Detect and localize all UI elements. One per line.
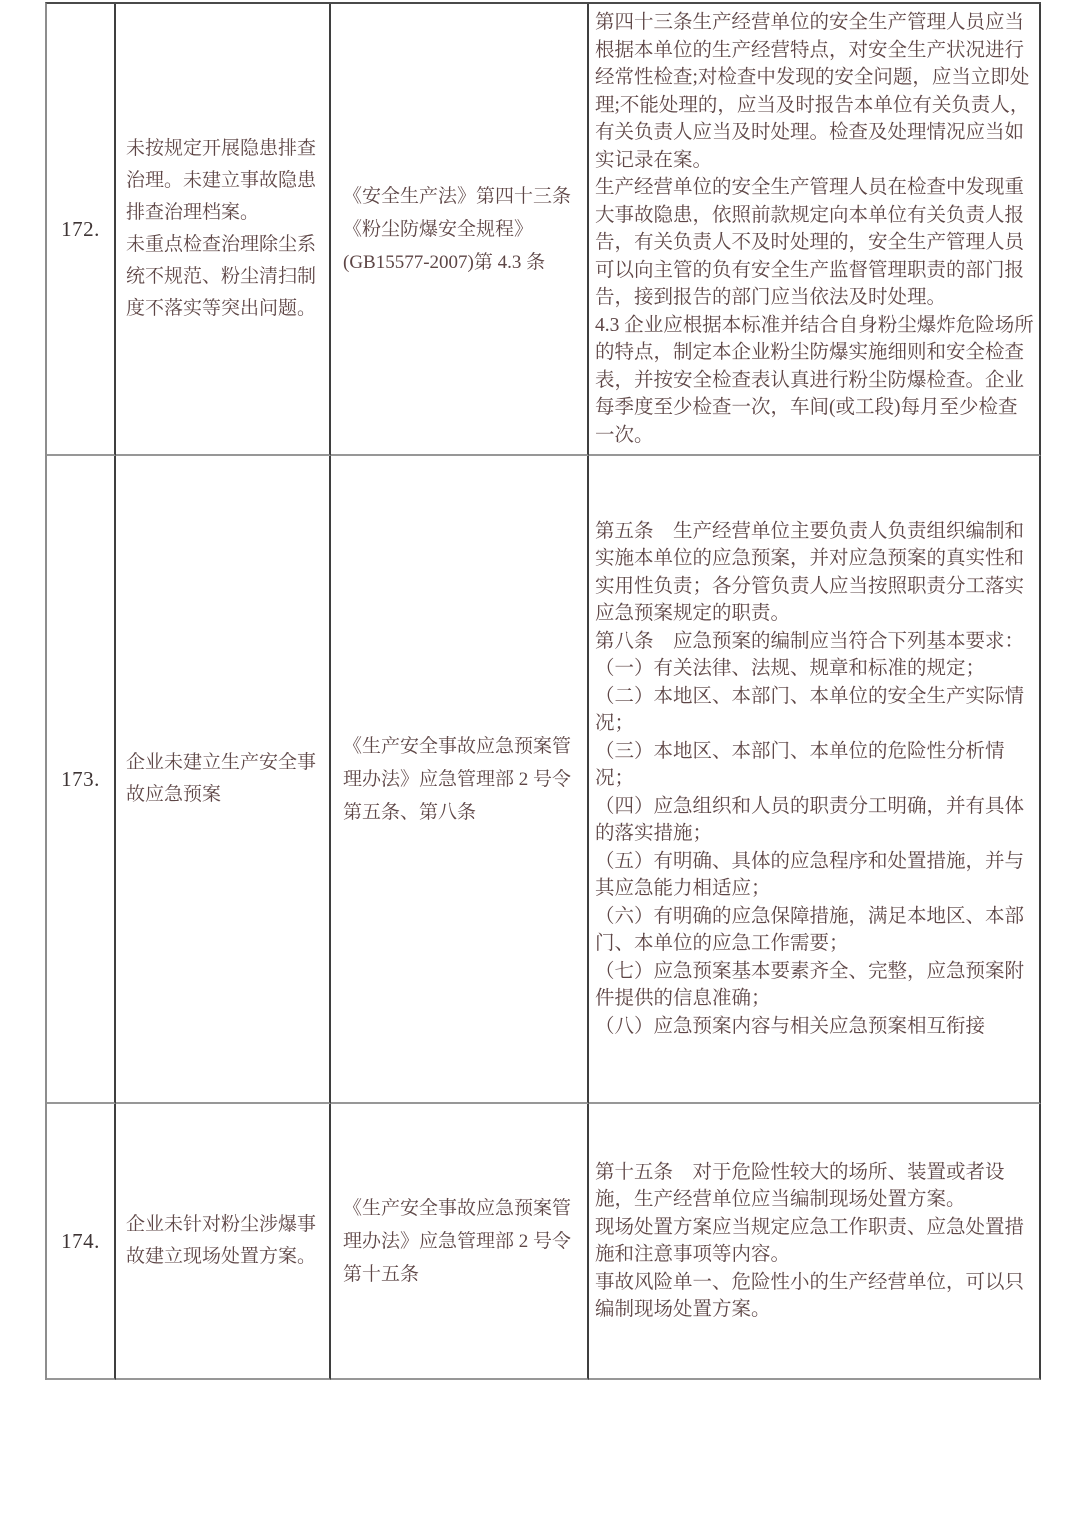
provision-cell-173 <box>589 456 1041 1104</box>
seq-cell-172 <box>47 4 116 456</box>
provision-paragraph: 事故风险单一、危险性小的生产经营单位，可以只编制现场处置方案。 <box>595 1271 1025 1320</box>
basis-line: 《生产安全事故应急预案管理办法》应急管理部 2 号令第五条、第八条 <box>343 735 572 823</box>
basis-line: (GB15577-2007)第 4.3 条 <box>343 251 546 273</box>
basis-cell-172 <box>331 4 589 456</box>
problem-paragraph: 未按规定开展隐患排查治理。未建立事故隐患排查治理档案。 <box>126 138 317 223</box>
problem-cell-173 <box>116 456 331 1104</box>
basis-line: 《生产安全事故应急预案管理办法》应急管理部 2 号令第十五条 <box>343 1197 572 1285</box>
problem-paragraph: 未重点检查治理除尘系统不规范、粉尘清扫制度不落实等突出问题。 <box>126 234 317 319</box>
row-number: 173. <box>61 766 100 791</box>
basis-cell-174 <box>331 1104 589 1380</box>
row-number: 174. <box>61 1228 100 1253</box>
problem-paragraph: 企业未针对粉尘涉爆事故建立现场处置方案。 <box>126 1214 317 1267</box>
regulation-table <box>45 2 1041 1380</box>
seq-cell-173 <box>47 456 116 1104</box>
problem-cell-174 <box>116 1104 331 1380</box>
provision-paragraph: 第十五条 对于危险性较大的场所、装置或者设施，生产经营单位应当编制现场处置方案。 <box>595 1161 1005 1210</box>
row-number: 172. <box>61 216 100 241</box>
provision-paragraph: 第八条 应急预案的编制应当符合下列基本要求： <box>595 630 1025 652</box>
provision-paragraph: （四）应急组织和人员的职责分工明确，并有具体的落实措施； <box>595 795 1025 845</box>
provision-paragraph: 4.3 企业应根据本标准并结合自身粉尘爆炸危险场所的特点，制定本企业粉尘防爆实施细则和安全检查表，并按安全检查表认真进行粉尘防爆检查。企业每季度至少检查一次，车间(或工段)每月至少检查一次。 <box>595 314 1034 446</box>
provision-paragraph: 生产经营单位的安全生产管理人员在检查中发现重大事故隐患，依照前款规定向本单位有关负责人报告，有关负责人不及时处理的，安全生产管理人员可以向主管的负有安全生产监督管理职责的部门报告，接到报告的部门应当依法及时处理。 <box>595 177 1025 308</box>
basis-cell-173 <box>331 456 589 1104</box>
provision-paragraph: （三）本地区、本部门、本单位的危险性分析情况； <box>595 740 1005 790</box>
problem-paragraph: 企业未建立生产安全事故应急预案 <box>126 752 317 805</box>
provision-paragraph: （二）本地区、本部门、本单位的安全生产实际情况； <box>595 685 1025 735</box>
basis-line: 《粉尘防爆安全规程》 <box>343 218 534 240</box>
provision-paragraph: （七）应急预案基本要素齐全、完整，应急预案附件提供的信息准确； <box>595 960 1025 1010</box>
seq-cell-174 <box>47 1104 116 1380</box>
provision-paragraph: 第五条 生产经营单位主要负责人负责组织编制和实施本单位的应急预案，并对应急预案的真实性和实用性负责；各分管负责人应当按照职责分工落实应急预案规定的职责。 <box>595 520 1025 625</box>
provision-paragraph: （一）有关法律、法规、规章和标准的规定； <box>595 658 986 680</box>
provision-cell-172 <box>589 4 1041 456</box>
basis-line: 《安全生产法》第四十三条 <box>343 185 572 207</box>
provision-cell-174 <box>589 1104 1041 1380</box>
provision-paragraph: （六）有明确的应急保障措施，满足本地区、本部门、本单位的应急工作需要； <box>595 905 1025 955</box>
provision-paragraph: （五）有明确、具体的应急程序和处置措施，并与其应急能力相适应； <box>595 850 1025 900</box>
provision-paragraph: （八）应急预案内容与相关应急预案相互衔接 <box>595 1015 986 1037</box>
provision-paragraph: 现场处置方案应当规定应急工作职责、应急处置措施和注意事项等内容。 <box>595 1216 1025 1265</box>
problem-cell-172 <box>116 4 331 456</box>
provision-paragraph: 第四十三条生产经营单位的安全生产管理人员应当根据本单位的生产经营特点，对安全生产状况进行经常性检查;对检查中发现的安全问题，应当立即处理;不能处理的，应当及时报告本单位有关负责人，有关负责人应当及时处理。检查及处理情况应当如实记录在案。 <box>595 12 1030 171</box>
